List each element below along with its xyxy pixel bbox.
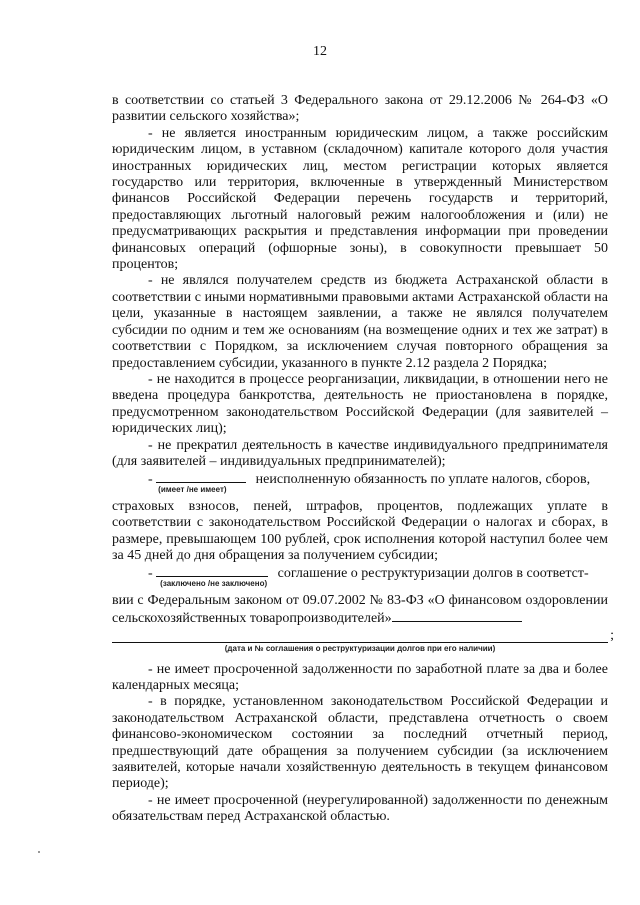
restructuring-text: соглашение о реструктуризации долгов в соответст- [277,566,589,582]
restructuring-continuation-text: вии с Федеральным законом от 09.07.2002 № 83-ФЗ «О финансовом оздоровлении сельскохозяйственных товаропроизводителей» [112,592,608,627]
page-number: 12 [313,44,327,59]
restructuring-dash: - [148,566,153,582]
restructuring-caption: (заключено /не заключено) [160,579,268,589]
paragraph-reporting: - в порядке, установленном законодательством Российской Федерации и законодательством Астраханской области, представлена отчетность о своем финансово-экономическом состоянии за последний отчетный период, предшествующий дате обращения за получением субсидии (за исключением заявителей, которые начали хозяйственную деятельность в текущем финансовом периоде); [112,694,608,792]
paragraph-entrepreneur: - не прекратил деятельность в качестве индивидуального предпринимателя (для заявителей – индивидуальных предпринимателей); [112,437,608,469]
paragraph-tax-continuation: страховых взносов, пеней, штрафов, процентов, подлежащих уплате в соответствии с законодательством Российской Федерации о налогах и сборах, в размере, превышающем 100 рублей, срок исполнения которой наступил более чем за 45 дней до дня обращения за получением субсидии; [112,498,608,563]
paragraph-wage-arrears: - не имеет просроченной задолженности по заработной плате за два и более календарных месяца; [112,661,608,693]
paragraph-reorganization: - не находится в процессе реорганизации, ликвидации, в отношении него не введена процедура банкротства, деятельность не приостановлена в порядке, предусмотренном законодательством Российской Федерации (для заявителей – юридических лиц); [112,371,608,437]
tax-line-dash: - [148,472,153,488]
agreement-date-caption: (дата и № соглашения о реструктуризации долгов при его наличии) [224,643,496,653]
paragraph-restructuring-continuation [112,593,608,628]
tax-obligation-text: неисполненную обязанность по уплате налогов, сборов, [255,472,591,488]
restructuring-line [112,564,608,589]
scan-speck [38,851,40,853]
paragraph-foreign-entity: - не является иностранным юридическим лицом, а также российским юридическим лицом, в уставном (складочном) капитале которого доля участия иностранных юридических лиц, местом регистрации которых является государство или территория, включенные в утвержденный Министерством финансов Российской Федерации перечень государств и территорий, предоставляющих льготный налоговый режим налогообложения и (или) не предусматривающих раскрытия и представления информации при проведении финансовых операций (офшорные зоны), в совокупности превышает 50 процентов; [112,125,608,273]
tax-obligation-caption: (имеет /не имеет) [158,485,227,495]
paragraph-region-debt: - не имеет просроченной (неурегулированной) задолженности по денежным обязательствам перед Астраханской областью. [112,792,608,825]
paragraph-law-reference: в соответствии со статьей 3 Федерального закона от 29.12.2006 № 264-ФЗ «О развитии сельского хозяйства»; [112,93,608,125]
agreement-date-field[interactable] [112,627,614,643]
restructuring-blank[interactable] [156,564,268,577]
spacer [112,654,608,662]
restructuring-inline-blank[interactable] [392,609,522,622]
document-body [112,93,614,826]
paragraph-budget-recipient: - не являлся получателем средств из бюджета Астраханской области в соответствии с иными нормативными правовыми актами Астраханской области на цели, указанные в настоящем заявлении, а также не являлся получателем субсидии по одним и тем же основаниям (на возмещение одних и тех же затрат) в соответствии с Порядком, за исключением случая повторного обращения за предоставлением субсидии, указанного в пункте 2.12 раздела 2 Порядка; [112,273,608,371]
tax-obligation-blank[interactable] [156,470,246,483]
agreement-end-mark: ; [610,627,614,643]
tax-obligation-line [112,470,608,495]
